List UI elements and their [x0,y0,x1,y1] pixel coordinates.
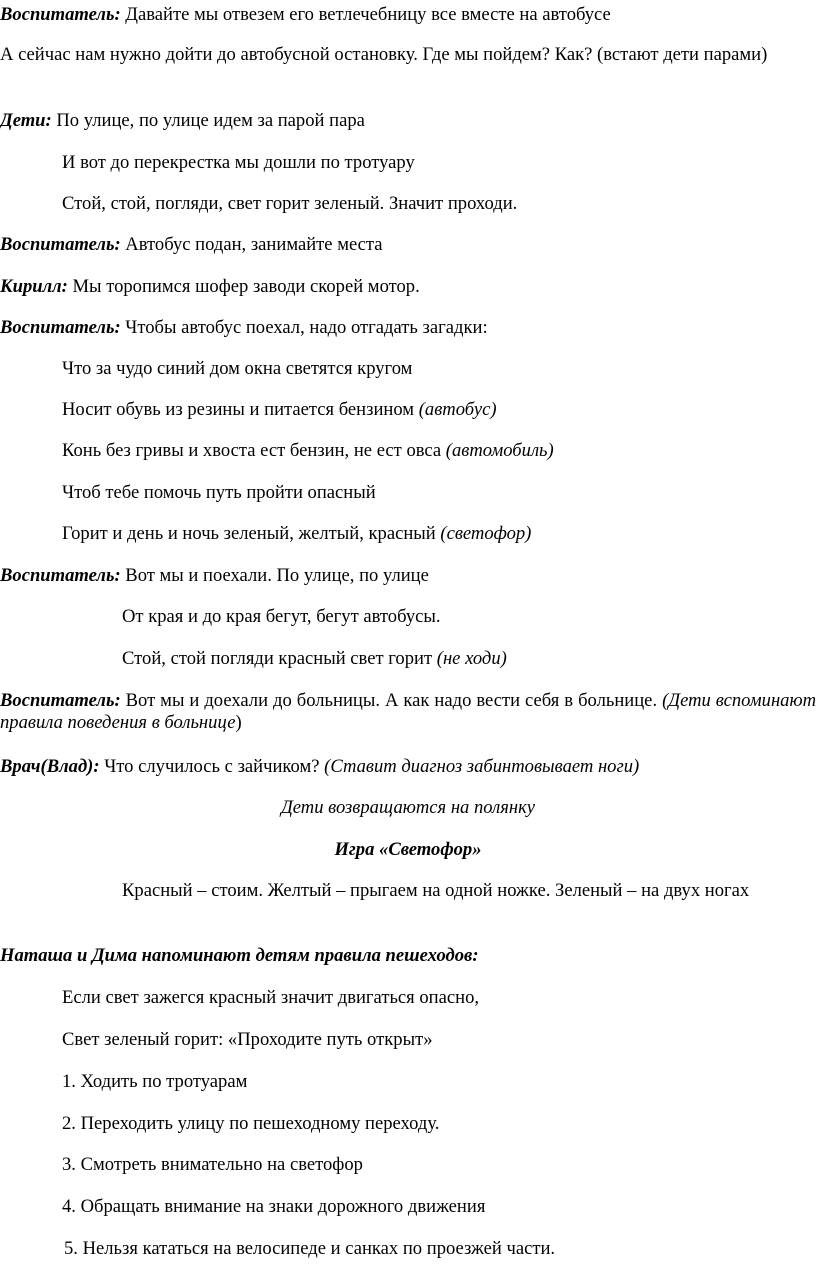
speaker-label: Воспитатель: [0,234,121,255]
speaker-label: Наташа и Дима напоминают детям правила пешеходов: [0,945,479,966]
speaker-label: Воспитатель: [0,565,121,586]
speaker-label: Воспитатель: [0,690,121,711]
speaker-label: Воспитатель: [0,317,121,338]
line-text: 4. Обращать внимание на знаки дорожного движения [62,1196,486,1217]
answer-note: (автомобиль) [445,440,554,461]
line-text: Что за чудо синий дом окна светятся кругом [62,358,413,379]
dialogue-line-8 [0,317,816,339]
line-text: И вот до перекрестка мы дошли по тротуару [62,152,415,173]
stage-note: (Ставит диагноз забинтовывает ноги) [324,756,640,777]
line-text: Что случилось с зайчиком? [99,756,325,777]
speaker-label: Врач(Влад): [0,756,100,777]
rule-item-3 [62,1154,816,1176]
dialogue-line-7 [0,276,816,298]
dialogue-line-3 [0,110,816,132]
stage-note: Дети возвращаются на полянку [280,797,536,818]
stage-note: (Дети вспоминают правила поведения в больнице [0,690,816,733]
line-text: Вот мы и поехали. По улице, по улице [120,565,429,586]
line-text: Мы торопимся шофер заводи скорей мотор. [67,276,420,297]
riddle-line-10 [62,399,816,421]
riddle-line-12 [62,482,816,504]
dialogue-line-17 [0,690,816,734]
verse-line-16 [122,648,816,670]
line-text: Чтоб тебе помочь путь пройти опасный [62,482,376,503]
speaker-label: Воспитатель: [0,4,121,25]
game-rules-paragraph [62,880,816,902]
line-text: Стой, стой погляди красный свет горит [122,648,437,669]
line-text: Если свет зажегся красный значит двигаться опасно, [62,987,480,1008]
line-text: Давайте мы отвезем его ветлечебницу все вместе на автобусе [120,4,611,25]
rule-item-2 [62,1113,816,1135]
line-text: 2. Переходить улицу по пешеходному переходу. [62,1113,440,1134]
verse-line-15 [122,606,816,628]
line-text: Конь без гривы и хвоста ест бензин, не ест овса [62,440,446,461]
speaker-label: Дети: [0,110,52,131]
line-tail: ) [235,712,242,733]
line-text: Стой, стой, погляди, свет горит зеленый. Значит проходи. [62,193,518,214]
verse-line-23 [62,987,816,1009]
dialogue-line-6 [0,234,816,256]
dialogue-line-22 [0,945,816,967]
verse-line-4 [62,152,816,174]
riddle-line-11 [62,440,816,462]
rule-item-5 [64,1238,816,1260]
line-text: От края и до края бегут, бегут автобусы. [122,606,441,627]
verse-line-24 [62,1029,816,1051]
riddle-line-9 [62,358,816,380]
answer-note: (светофор) [440,523,532,544]
line-text: Красный – стоим. Желтый – прыгаем на одной ножке. Зеленый – на двух ногах [122,880,750,901]
dialogue-line-1 [0,4,816,26]
line-text: Чтобы автобус поехал, надо отгадать загадки: [120,317,488,338]
line-text: Вот мы и доехали до больницы. А как надо вести себя в больнице. [120,690,663,711]
line-text: Автобус подан, занимайте места [120,234,383,255]
rule-item-4 [62,1196,816,1218]
verse-line-5 [62,193,816,215]
dialogue-line-14 [0,565,816,587]
dialogue-line-18 [0,756,816,778]
line-text: По улице, по улице идем за парой пара [51,110,365,131]
line-text: 5. Нельзя кататься на велосипеде и санках по проезжей части. [64,1238,556,1259]
answer-note: (автобус) [418,399,497,420]
paragraph-line-2 [0,44,816,66]
line-text: Носит обувь из резины и питается бензином [62,399,419,420]
speaker-label: Кирилл: [0,276,68,297]
stage-direction-19 [0,797,816,819]
line-text: Свет зеленый горит: «Проходите путь открыт» [62,1029,433,1050]
heading-text: Игра «Светофор» [334,839,482,860]
game-heading [0,839,816,861]
rule-item-1 [62,1071,816,1093]
riddle-line-13 [62,523,816,545]
line-text: 1. Ходить по тротуарам [62,1071,248,1092]
line-text: Горит и день и ночь зеленый, желтый, красный [62,523,441,544]
answer-note: (не ходи) [436,648,507,669]
line-text: А сейчас нам нужно дойти до автобусной остановку. Где мы пойдем? Как? (встают дети парами) [0,44,768,65]
line-text: 3. Смотреть внимательно на светофор [62,1154,363,1175]
